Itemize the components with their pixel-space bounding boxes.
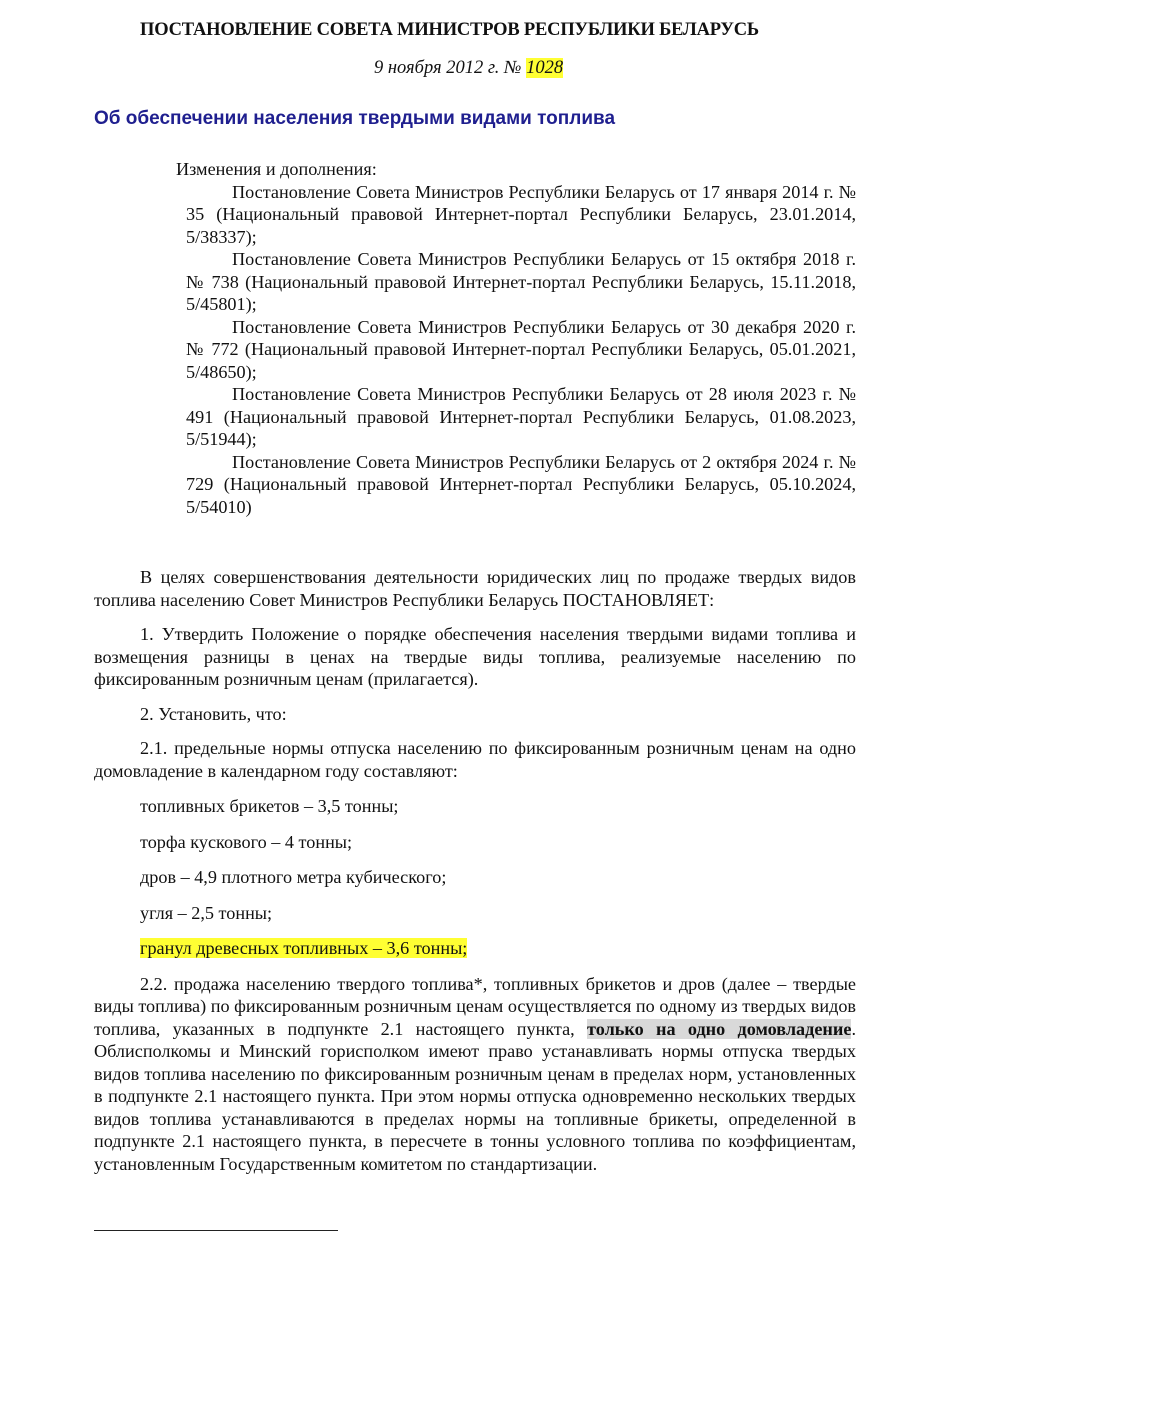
norm-item: торфа кускового – 4 тонны; <box>140 831 353 852</box>
norm-item: топливных брикетов – 3,5 тонны; <box>140 796 399 816</box>
document-subject: Об обеспечении населения твердыми видами топлива <box>94 108 616 129</box>
change-item: Постановление Совета Министров Республики Беларусь от 15 октября 2018 г. № 738 (Национальный правовой Интернет-портал Республики Беларусь, 15.11.2018, 5/45801); <box>186 249 856 314</box>
document-title: ПОСТАНОВЛЕНИЕ СОВЕТА МИНИСТРОВ РЕСПУБЛИКИ БЕЛАРУСЬ <box>140 20 759 40</box>
item-2-paragraph: 2. Установить, что: <box>140 703 287 724</box>
item-2-2-paragraph <box>94 973 856 1176</box>
change-item: Постановление Совета Министров Республики Беларусь от 30 декабря 2020 г. № 772 (Национальный правовой Интернет-портал Республики Беларусь, 05.01.2021, 5/48650); <box>186 316 856 382</box>
date-prefix: 9 ноября 2012 г. № <box>374 58 527 78</box>
item-2-2-text-end: . Облисполкомы и Минский горисполком имеют право устанавливать нормы отпуска твердых видов топлива населению по фиксированным розничным ценам в пределах норм, установленных в подпункте 2.1 настоящего пункта. При этом нормы отпуска одновременно нескольких твердых видов топлива устанавливаются в пределах нормы на топливные брикеты, определенной в подпункте 2.1 настоящего пункта, в пересчете в тонны условного топлива по коэффициентам, установленным Государственным комитетом по стандартизации. <box>94 1018 857 1174</box>
highlighted-norm: гранул древесных топливных – 3,6 тонны; <box>140 938 468 958</box>
item-2-1-paragraph: 2.1. предельные нормы отпуска населению по фиксированным розничным ценам на одно домовладение в календарном году составляют: <box>94 738 856 781</box>
document-number: 1028 <box>526 58 564 78</box>
norm-item: угля – 2,5 тонны; <box>140 902 273 923</box>
footnote-separator <box>94 1230 338 1231</box>
change-item: Постановление Совета Министров Республики Беларусь от 2 октября 2024 г. № 729 (Национальный правовой Интернет-портал Республики Беларусь, 05.10.2024, 5/54010) <box>186 451 856 517</box>
changes-block <box>176 158 856 518</box>
document-body <box>94 566 856 1175</box>
preamble-paragraph: В целях совершенствования деятельности юридических лиц по продаже твердых видов топлива населению Совет Министров Республики Беларусь ПОСТАНОВЛЯЕТ: <box>94 567 856 610</box>
item-1-paragraph: 1. Утвердить Положение о порядке обеспечения населения твердыми видами топлива и возмещения разницы в ценах на твердые виды топлива, реализуемые населению по фиксированным розничным ценам (прилагается). <box>94 624 856 689</box>
document-date <box>374 58 563 79</box>
item-2-2-text-start: 2.2. продажа населению твердого топлива*, топливных брикетов и дров (далее – твердые виды топлива) по фиксированным розничным ценам осуществляется по одному из твердых видов топлива, указанных в подпункте 2.1 настоящего пункта, <box>94 973 856 1039</box>
norm-item-highlighted <box>94 937 856 960</box>
changes-heading: Изменения и дополнения: <box>176 159 377 179</box>
item-2-2-bold-phrase: только на одно домовладение <box>587 1018 852 1039</box>
norm-item: дров – 4,9 плотного метра кубического; <box>140 867 447 887</box>
change-item: Постановление Совета Министров Республики Беларусь от 17 января 2014 г. № 35 (Национальный правовой Интернет-портал Республики Беларусь, 23.01.2014, 5/38337); <box>186 181 856 247</box>
change-item: Постановление Совета Министров Республики Беларусь от 28 июля 2023 г. № 491 (Национальный правовой Интернет-портал Республики Беларусь, 01.08.2023, 5/51944); <box>186 384 856 449</box>
